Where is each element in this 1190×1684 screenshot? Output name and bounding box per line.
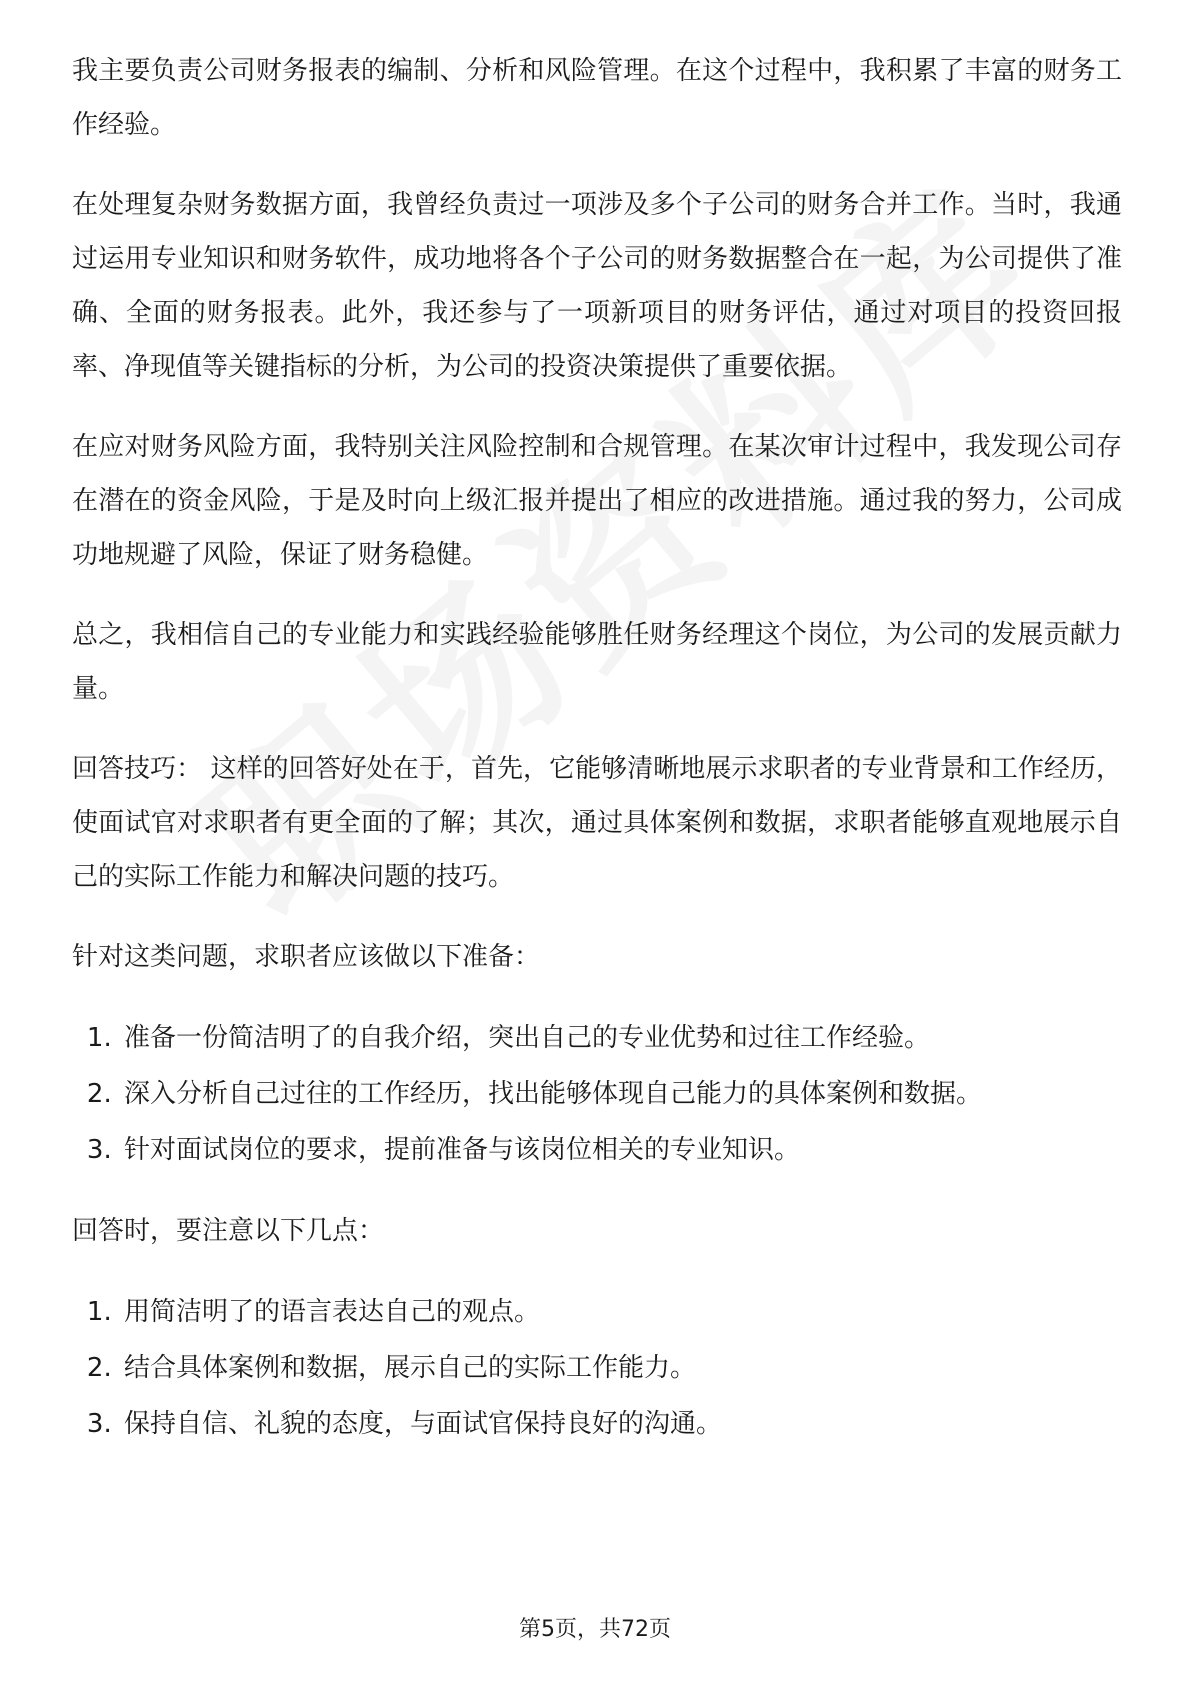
list-item: 1. 用简洁明了的语言表达自己的观点。	[120, 1284, 1122, 1340]
page-footer: 第5页，共72页	[519, 1617, 671, 1642]
list-item: 2. 结合具体案例和数据，展示自己的实际工作能力。	[120, 1340, 1122, 1396]
document-body	[72, 44, 1122, 1478]
paragraph-data-handling: 在处理复杂财务数据方面，我曾经负责过一项涉及多个子公司的财务合并工作。当时，我通过运用专业知识和财务软件，成功地将各个子公司的财务数据整合在一起，为公司提供了准确、全面的财务报表。此外，我还参与了一项新项目的财务评估，通过对项目的投资回报率、净现值等关键指标的分析，为公司的投资决策提供了重要依据。	[72, 190, 1122, 382]
list-item: 3. 针对面试岗位的要求，提前准备与该岗位相关的专业知识。	[120, 1122, 1122, 1178]
paragraph-risk: 在应对财务风险方面，我特别关注风险控制和合规管理。在某次审计过程中，我发现公司存在潜在的资金风险，于是及时向上级汇报并提出了相应的改进措施。通过我的努力，公司成功地规避了风险，保证了财务稳健。	[72, 432, 1122, 570]
list-item: 2. 深入分析自己过往的工作经历，找出能够体现自己能力的具体案例和数据。	[120, 1066, 1122, 1122]
notes-list	[72, 1284, 1122, 1452]
paragraph-notes-intro: 回答时，要注意以下几点：	[72, 1216, 385, 1246]
paragraph-answer-tips: 回答技巧： 这样的回答好处在于，首先，它能够清晰地展示求职者的专业背景和工作经历，使面试官对求职者有更全面的了解；其次，通过具体案例和数据，求职者能够直观地展示自己的实际工作能力和解决问题的技巧。	[72, 754, 1122, 892]
paragraph-summary: 总之，我相信自己的专业能力和实践经验能够胜任财务经理这个岗位，为公司的发展贡献力量。	[72, 620, 1122, 704]
prep-list	[72, 1010, 1122, 1178]
paragraph-prep-intro: 针对这类问题，求职者应该做以下准备：	[72, 942, 541, 972]
list-item: 3. 保持自信、礼貌的态度，与面试官保持良好的沟通。	[120, 1396, 1122, 1452]
list-item: 1. 准备一份简洁明了的自我介绍，突出自己的专业优势和过往工作经验。	[120, 1010, 1122, 1066]
paragraph-responsibilities: 我主要负责公司财务报表的编制、分析和风险管理。在这个过程中，我积累了丰富的财务工作经验。	[72, 56, 1122, 140]
